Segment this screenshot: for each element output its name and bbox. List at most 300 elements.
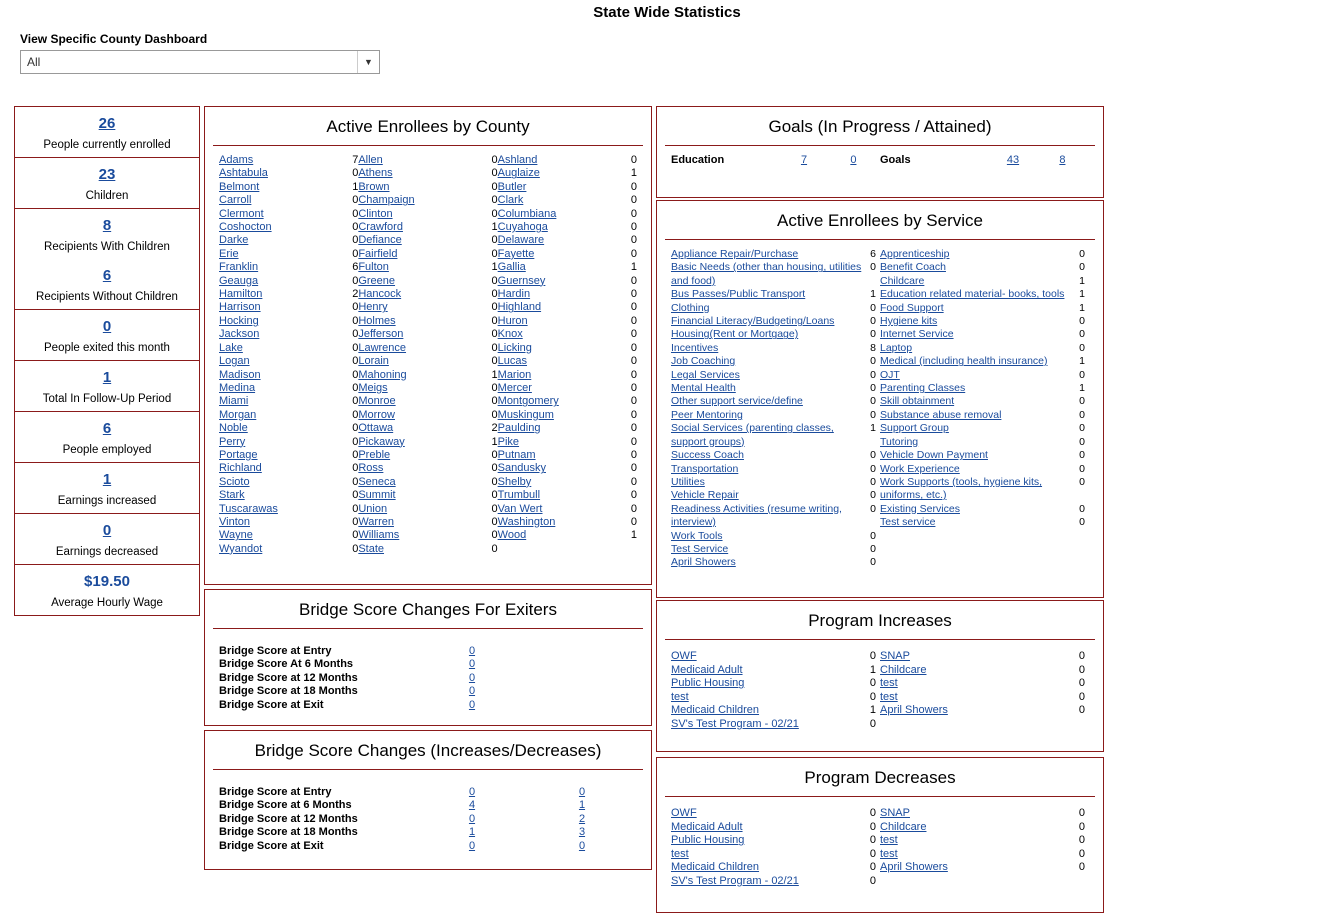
list-item-link[interactable]: test [880, 847, 898, 860]
list-item-count: 0 [491, 274, 498, 287]
list-item-link[interactable]: Legal Services [671, 368, 740, 381]
bridge-increase-link[interactable]: 0 [468, 812, 476, 825]
list-item-link[interactable]: Erie [219, 247, 239, 260]
list-item-link[interactable]: Preble [358, 448, 391, 461]
bridge-score-link[interactable]: 0 [468, 658, 476, 671]
list-item-link[interactable]: Medicaid Children [671, 704, 760, 717]
list-item-link[interactable]: Marion [497, 368, 532, 381]
list-item-link[interactable]: test [671, 690, 689, 703]
list-item-link[interactable]: Scioto [219, 475, 250, 488]
list-item [671, 382, 876, 395]
page-title: State Wide Statistics [593, 4, 741, 21]
list-item-link[interactable]: Darke [219, 234, 249, 247]
list-item-link[interactable]: Paulding [497, 422, 541, 435]
list-item-count: 0 [1079, 408, 1085, 421]
stat-value[interactable]: 1 [102, 471, 112, 488]
list-item-link[interactable]: Columbiana [497, 207, 557, 220]
list-item-count: 0 [1079, 248, 1085, 260]
list-item [880, 382, 1085, 395]
list-item-link[interactable]: Ashtabula [219, 167, 268, 180]
list-item [671, 463, 876, 476]
list-item-link[interactable]: Wood [497, 529, 527, 542]
list-item-link[interactable]: Skill obtainment [880, 395, 955, 408]
list-item [358, 154, 497, 167]
list-item-link[interactable]: Brown [358, 180, 390, 193]
list-item-link[interactable]: Benefit Coach [880, 261, 946, 274]
list-item-link[interactable]: Knox [497, 328, 523, 341]
list-item-link[interactable]: Food Support [880, 301, 944, 314]
list-item-link[interactable]: Lawrence [358, 341, 407, 354]
bridge-increase-link[interactable]: 0 [468, 786, 476, 798]
list-item-link[interactable]: Vehicle Repair [671, 489, 739, 502]
list-item-link[interactable]: Madison [219, 368, 261, 381]
bridge-score-value [417, 645, 527, 658]
list-item-count: 0 [352, 395, 359, 408]
bridge-change-label: Bridge Score at 18 Months [219, 826, 358, 839]
list-item-link[interactable]: Ross [358, 462, 384, 475]
stat-value[interactable]: 6 [102, 267, 112, 284]
list-item [358, 208, 497, 221]
list-item [358, 395, 497, 408]
list-item-count: 1 [630, 529, 637, 542]
list-item-link[interactable]: Montgomery [497, 395, 559, 408]
list-item-count: 1 [491, 261, 498, 274]
list-item [880, 848, 1085, 862]
list-item-link[interactable]: Logan [219, 355, 250, 368]
bridge-decrease-link[interactable]: 0 [578, 786, 586, 798]
list-item [358, 543, 497, 556]
list-item-link[interactable]: Richland [219, 462, 262, 475]
list-item-link[interactable]: Appliance Repair/Purchase [671, 248, 799, 260]
list-item-count: 0 [870, 261, 876, 274]
list-item-link[interactable]: Ashland [497, 154, 538, 166]
list-item-link[interactable]: Carroll [219, 194, 252, 207]
list-item [358, 529, 497, 542]
list-item-link[interactable]: Education related material- books, tools [880, 288, 1065, 301]
list-item-link[interactable]: Public Housing [671, 834, 745, 847]
list-item-link[interactable]: Fairfield [358, 247, 398, 260]
list-item-link[interactable]: Clark [497, 194, 524, 207]
bridge-change-increase [417, 799, 527, 812]
county-panel-title: Active Enrollees by County [213, 107, 643, 146]
list-item [671, 288, 876, 301]
bridge-score-changes-panel [204, 730, 652, 870]
list-item-link[interactable]: Cuyahoga [497, 221, 548, 234]
list-item-link[interactable]: Harrison [219, 301, 261, 314]
list-item-link[interactable]: SV's Test Program - 02/21 [671, 874, 799, 887]
list-item-link[interactable]: Mental Health [671, 382, 736, 395]
list-item-link[interactable]: Meigs [358, 381, 388, 394]
list-item-link[interactable]: Summit [358, 489, 396, 502]
list-item-link[interactable]: Holmes [358, 314, 396, 327]
list-item-link[interactable]: Highland [497, 301, 542, 314]
list-item-link[interactable]: test [671, 847, 689, 860]
list-item-link[interactable]: Mercer [497, 381, 532, 394]
list-item-count: 0 [869, 807, 876, 819]
list-item-link[interactable]: Trumbull [497, 489, 541, 502]
bridge-change-decrease [527, 799, 637, 812]
list-item-link[interactable]: Morrow [358, 408, 395, 421]
list-item-count: 0 [491, 489, 498, 502]
list-item-count: 0 [630, 274, 637, 287]
list-item-link[interactable]: OWF [671, 650, 697, 662]
list-item-link[interactable]: Greene [358, 274, 396, 287]
bridge-decrease-link[interactable]: 1 [578, 799, 586, 812]
list-item-link[interactable]: Washington [497, 515, 556, 528]
list-item-count: 0 [869, 820, 876, 833]
list-item [219, 288, 358, 301]
list-item [498, 476, 637, 489]
list-item-link[interactable]: Work Experience [880, 462, 960, 475]
list-item-link[interactable]: Parenting Classes [880, 382, 966, 395]
list-item [671, 664, 876, 678]
list-item-link[interactable]: Wayne [219, 529, 253, 542]
program-increases-panel [656, 600, 1104, 752]
bridge-score-link[interactable]: 0 [468, 645, 476, 657]
county-select[interactable] [20, 50, 380, 74]
list-item-count: 0 [630, 515, 637, 528]
list-item-count: 1 [1079, 355, 1085, 368]
list-item-link[interactable]: Jackson [219, 328, 260, 341]
list-item-link[interactable]: Clermont [219, 207, 264, 220]
bridge-decrease-link[interactable]: 3 [578, 826, 586, 839]
list-item-count: 0 [491, 448, 498, 461]
list-column [498, 154, 637, 556]
list-column [358, 154, 497, 556]
list-item [671, 691, 876, 705]
list-item [880, 807, 1085, 821]
list-item-link[interactable]: Internet Service [880, 328, 954, 341]
bridge-change-row [219, 840, 637, 853]
list-item [880, 834, 1085, 848]
list-item-link[interactable]: Medical (including health insurance) [880, 355, 1048, 368]
list-item-link[interactable]: Utilities [671, 475, 705, 488]
list-item-link[interactable]: Other support service/define [671, 395, 803, 408]
list-item-link[interactable]: SNAP [880, 650, 910, 662]
list-item [498, 449, 637, 462]
list-item-count: 0 [1079, 422, 1085, 435]
bridge-change-decrease [527, 840, 637, 853]
list-item-link[interactable]: Van Wert [497, 502, 543, 515]
list-item [498, 275, 637, 288]
list-item-link[interactable]: Childcare [880, 274, 925, 287]
list-item-count: 0 [1079, 341, 1085, 354]
list-item-link[interactable]: Basic Needs (other than housing, utilities and food) [671, 261, 862, 287]
bridge-change-decrease [527, 786, 637, 799]
bridge-score-link[interactable]: 0 [468, 685, 476, 698]
list-item-count: 0 [630, 489, 637, 502]
list-item-count: 1 [870, 288, 876, 301]
list-item-link[interactable]: Medicaid Adult [671, 820, 743, 833]
list-item-link[interactable]: Apprenticeship [880, 248, 950, 260]
list-item-link[interactable]: Geauga [219, 274, 259, 287]
list-item-link[interactable]: Peer Mentoring [671, 408, 743, 421]
list-item-link[interactable]: April Showers [880, 861, 948, 874]
list-item-link[interactable]: Coshocton [219, 221, 272, 234]
stat-label: Earnings decreased [55, 546, 159, 558]
list-item-link[interactable]: Portage [219, 448, 258, 461]
list-item-link[interactable]: Perry [219, 435, 246, 448]
stat-value[interactable]: 6 [102, 420, 112, 437]
bridge-change-increase [417, 813, 527, 826]
list-item-link[interactable]: Lake [219, 341, 243, 354]
list-item-link[interactable]: Job Coaching [671, 355, 736, 368]
list-item-link[interactable]: Public Housing [671, 677, 745, 690]
list-item-link[interactable]: Support Group [880, 422, 949, 435]
list-item-link[interactable]: Test Service [671, 542, 729, 555]
stat-label: Children [85, 190, 129, 202]
list-item-link[interactable]: Union [358, 502, 388, 515]
list-item-link[interactable]: Guernsey [497, 274, 546, 287]
list-item-count: 0 [870, 382, 876, 395]
stat-value[interactable]: 8 [102, 217, 112, 234]
list-item [358, 462, 497, 475]
list-item [219, 261, 358, 274]
list-item [880, 342, 1085, 355]
list-item-link[interactable]: Fayette [497, 247, 535, 260]
list-item-count: 0 [1079, 462, 1085, 475]
list-item-link[interactable]: Medicaid Adult [671, 663, 743, 676]
list-item-count: 0 [870, 301, 876, 314]
county-select-value: All [27, 55, 41, 69]
stat-value[interactable]: 0 [102, 318, 112, 335]
list-item-link[interactable]: Butler [497, 180, 527, 193]
list-item-link[interactable]: Jefferson [358, 328, 404, 341]
bridge-score-link[interactable]: 0 [468, 671, 476, 684]
list-item-link[interactable]: test [880, 690, 898, 703]
list-item [671, 302, 876, 315]
list-item-count: 0 [491, 154, 498, 166]
goals-row [671, 154, 1089, 166]
active-enrollees-by-service-panel [656, 200, 1104, 598]
list-item-count: 0 [1078, 834, 1085, 847]
list-item-link[interactable]: Miami [219, 395, 249, 408]
stat-value[interactable]: 23 [98, 166, 116, 183]
bridge-change-label: Bridge Score at Exit [219, 839, 324, 852]
list-item-link[interactable]: Williams [358, 529, 400, 542]
list-item-link[interactable]: Mahoning [358, 368, 407, 381]
list-item [358, 288, 497, 301]
list-item-link[interactable]: Defiance [358, 234, 402, 247]
list-item-link[interactable]: Adams [219, 154, 254, 166]
stat-value[interactable]: 0 [102, 522, 112, 539]
list-item-link[interactable]: Hocking [219, 314, 259, 327]
list-item-link[interactable]: Work Tools [671, 529, 723, 542]
list-item-link[interactable]: State [358, 542, 385, 555]
list-item-link[interactable]: Franklin [219, 261, 259, 274]
stat-card [14, 208, 200, 310]
list-item-link[interactable]: Shelby [497, 475, 532, 488]
list-item-link[interactable]: Hardin [497, 288, 531, 301]
list-item-count: 0 [491, 194, 498, 207]
list-item [671, 677, 876, 691]
list-item-link[interactable]: Hygiene kits [880, 315, 938, 328]
bridge-increase-link[interactable]: 1 [468, 826, 476, 839]
bridge-increase-link[interactable]: 0 [468, 839, 476, 852]
list-item-count: 0 [630, 395, 637, 408]
list-item-link[interactable]: Warren [358, 515, 394, 528]
list-item-link[interactable]: Hamilton [219, 288, 263, 301]
list-item-link[interactable]: Substance abuse removal [880, 408, 1002, 421]
stat-card [14, 309, 200, 361]
list-item-link[interactable]: OWF [671, 807, 697, 819]
bridge-score-row [219, 658, 637, 671]
list-item [880, 677, 1085, 691]
list-item [671, 248, 876, 261]
list-item-link[interactable]: Transportation [671, 462, 739, 475]
goals-total-label: Goals [880, 154, 911, 166]
county-columns [205, 146, 651, 564]
stat-label: Average Hourly Wage [51, 597, 163, 609]
list-item-count: 0 [352, 489, 359, 502]
list-item-link[interactable]: Gallia [497, 261, 526, 274]
list-item-link[interactable]: Champaign [358, 194, 415, 207]
list-item-link[interactable]: Hancock [358, 288, 402, 301]
list-item-link[interactable]: Tutoring [880, 435, 919, 448]
chevron-down-icon[interactable]: ▼ [357, 51, 379, 73]
list-item-link[interactable]: Success Coach [671, 449, 744, 462]
list-item [880, 355, 1085, 368]
list-item-link[interactable]: Test service [880, 516, 936, 529]
list-item [671, 821, 876, 835]
list-item-link[interactable]: Stark [219, 489, 245, 502]
list-item-count: 0 [630, 314, 637, 327]
list-item-link[interactable]: Huron [497, 314, 528, 327]
list-item-count: 1 [630, 261, 637, 274]
list-item [358, 342, 497, 355]
list-item [880, 476, 1085, 503]
stat-value[interactable]: 26 [98, 115, 116, 132]
list-item-count: 0 [491, 475, 498, 488]
list-item-link[interactable]: test [880, 834, 898, 847]
list-item-link[interactable]: Readiness Activities (resume writing, interview) [671, 502, 842, 529]
list-item-link[interactable]: Belmont [219, 180, 260, 193]
list-item-count: 0 [491, 542, 498, 555]
list-item-link[interactable]: Vehicle Down Payment [880, 449, 988, 462]
list-item-count: 0 [630, 328, 637, 341]
list-item-link[interactable]: April Showers [880, 704, 948, 717]
list-item [880, 409, 1085, 422]
list-item-count: 0 [630, 435, 637, 448]
bridge-decrease-link[interactable]: 2 [578, 812, 586, 825]
goal-in-progress-link[interactable]: 7 [800, 154, 808, 166]
list-item-link[interactable]: Childcare [880, 820, 927, 833]
list-item-link[interactable]: Medicaid Children [671, 861, 760, 874]
list-item-count: 0 [491, 207, 498, 220]
list-item-link[interactable]: Bus Passes/Public Transport [671, 288, 806, 301]
list-item-link[interactable]: Medina [219, 381, 256, 394]
list-item [880, 691, 1085, 705]
list-item [880, 664, 1085, 678]
list-item-count: 0 [1079, 435, 1085, 448]
list-item-link[interactable]: Vinton [219, 515, 250, 528]
list-item-count: 0 [352, 247, 359, 260]
list-item [219, 154, 358, 167]
stat-label: Earnings increased [57, 495, 157, 507]
list-item-link[interactable]: Financial Literacy/Budgeting/Loans [671, 315, 835, 328]
list-item-link[interactable]: Incentives [671, 341, 719, 354]
bridge-score-row [219, 699, 637, 712]
bridge-change-increase [417, 826, 527, 839]
list-item-link[interactable]: Childcare [880, 663, 927, 676]
list-item-link[interactable]: Morgan [219, 408, 257, 421]
list-item-link[interactable]: Seneca [358, 475, 396, 488]
list-item-count: 2 [352, 288, 359, 301]
list-item-link[interactable]: test [880, 677, 898, 690]
goal-attained-link[interactable]: 0 [850, 154, 857, 166]
list-item-link[interactable]: Lucas [497, 355, 528, 368]
list-item-link[interactable]: Delaware [497, 234, 545, 247]
goals-total-attained-link[interactable]: 8 [1059, 154, 1066, 166]
list-item-link[interactable]: Athens [358, 167, 393, 180]
list-item-link[interactable]: Monroe [358, 395, 396, 408]
list-item-link[interactable]: Wyandot [219, 542, 263, 555]
stat-value[interactable]: 1 [102, 369, 112, 386]
list-item-link[interactable]: Sandusky [497, 462, 546, 475]
list-item-link[interactable]: Housing(Rent or Mortgage) [671, 328, 799, 341]
list-item-link[interactable]: Lorain [358, 355, 389, 368]
list-item-link[interactable]: Laptop [880, 341, 913, 354]
list-item-count: 0 [630, 207, 637, 220]
list-item-link[interactable]: Clinton [358, 207, 393, 220]
list-item [880, 503, 1085, 516]
list-item-link[interactable]: Ottawa [358, 422, 394, 435]
list-item-link[interactable]: SV's Test Program - 02/21 [671, 717, 799, 730]
list-item-link[interactable]: Pickaway [358, 435, 405, 448]
list-item [671, 355, 876, 368]
list-item [358, 167, 497, 180]
list-item-link[interactable]: Putnam [497, 448, 536, 461]
list-item-link[interactable]: Muskingum [497, 408, 554, 421]
list-item-link[interactable]: Tuscarawas [219, 502, 278, 515]
list-item [498, 248, 637, 261]
goals-total-in-progress-link[interactable]: 43 [1006, 154, 1020, 166]
list-item-link[interactable]: Licking [497, 341, 532, 354]
list-item-count: 1 [1079, 301, 1085, 314]
list-item-link[interactable]: April Showers [671, 556, 736, 569]
bridge-score-label: Bridge Score at 18 Months [219, 685, 358, 698]
list-item-link[interactable]: Crawford [358, 221, 403, 234]
list-item [498, 154, 637, 167]
list-item [880, 369, 1085, 382]
list-item-count: 0 [630, 422, 637, 435]
list-item-count: 0 [352, 502, 359, 515]
list-item-link[interactable]: Work Supports (tools, hygiene kits, uniforms, etc.) [880, 475, 1043, 502]
list-item [219, 503, 358, 516]
list-item-link[interactable]: Clothing [671, 301, 710, 314]
list-item-link[interactable]: Allen [358, 154, 383, 166]
list-item [498, 503, 637, 516]
bridge-change-row [219, 786, 637, 799]
list-item-count: 0 [630, 221, 637, 234]
list-item-link[interactable]: Noble [219, 422, 248, 435]
list-item-link[interactable]: SNAP [880, 807, 910, 819]
list-item-link[interactable]: Henry [358, 301, 388, 314]
list-item-link[interactable]: Social Services (parenting classes, support groups) [671, 422, 834, 448]
bridge-score-spacer [527, 699, 637, 712]
list-item-link[interactable]: OJT [880, 368, 900, 381]
bridge-change-row [219, 813, 637, 826]
list-item-link[interactable]: Fulton [358, 261, 389, 274]
bridge-decrease-link[interactable]: 0 [578, 839, 586, 852]
bridge-increase-link[interactable]: 4 [468, 799, 476, 812]
bridge-score-link[interactable]: 0 [468, 698, 476, 711]
goal-category-label: Education [671, 154, 725, 166]
list-item-link[interactable]: Pike [497, 435, 520, 448]
list-item-link[interactable]: Existing Services [880, 502, 960, 515]
list-item-count: 0 [491, 381, 498, 394]
list-item-link[interactable]: Auglaize [497, 167, 540, 180]
